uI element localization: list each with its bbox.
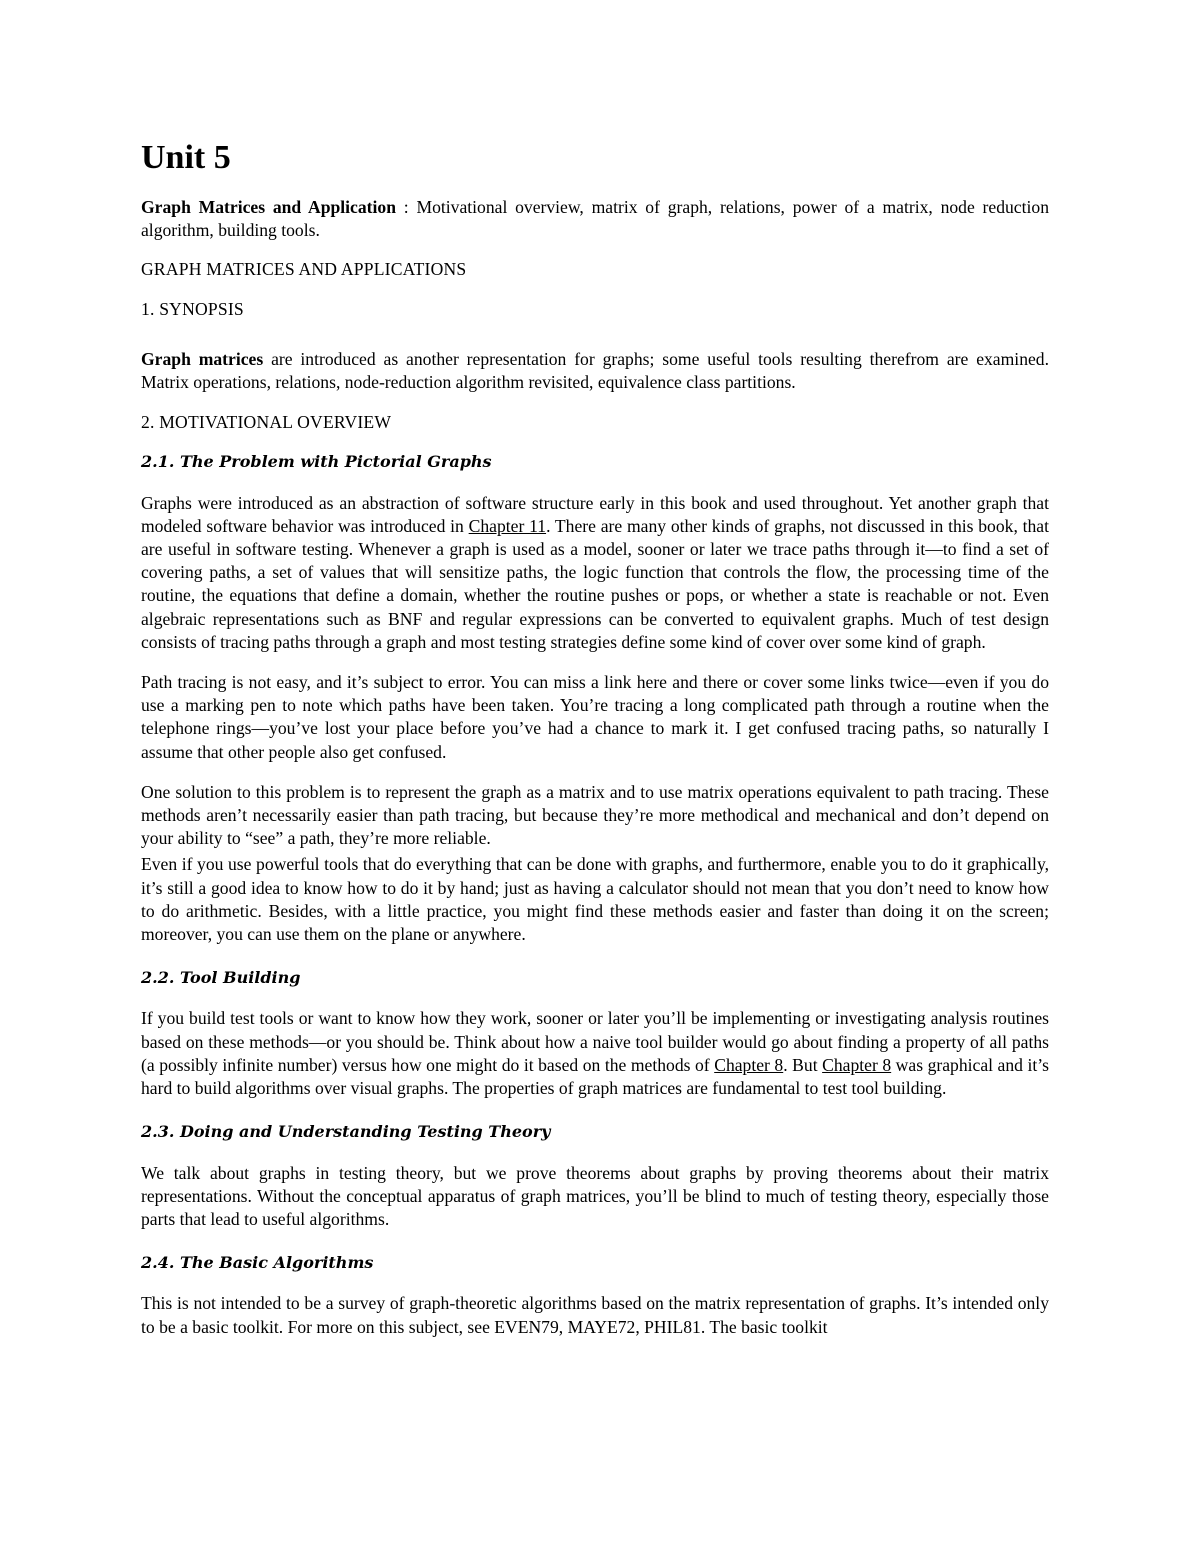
document-page xyxy=(141,138,1049,1356)
heading-graph-matrices: GRAPH MATRICES AND APPLICATIONS xyxy=(141,259,467,280)
intro-text: : Motivational overview, matrix of graph, relations, power of a matrix, node reduction algorithm, building tools. xyxy=(141,197,1049,241)
heading-2-4: 2.4. The Basic Algorithms xyxy=(141,1253,374,1273)
paragraph-2-3: We talk about graphs in testing theory, but we prove theorems about graphs by proving theorems about their matrix representations. Without the conceptual apparatus of graph matrices, you’ll be blind to much of testing theory, especially those parts that lead to useful algorithms. xyxy=(141,1162,1049,1229)
heading-synopsis: 1. SYNOPSIS xyxy=(141,298,244,319)
paragraph-2-4: This is not intended to be a survey of graph-theoretic algorithms based on the matrix representation of graphs. It’s intended only to be a basic toolkit. For more on this subject, see EVEN79, MAYE72, PHIL81. The basic toolkit xyxy=(141,1293,1049,1337)
synopsis-bold: Graph matrices xyxy=(141,348,264,369)
paragraph-2-2 xyxy=(141,1007,1049,1100)
text-2-1-a-start: Graphs were introduced as an abstraction of software structure early in this book and used throughout. Yet another graph that modeled software behavior was introduced in xyxy=(141,492,1049,536)
unit-intro xyxy=(141,196,1049,242)
chapter-8-link-2[interactable]: Chapter 8 xyxy=(822,1054,892,1075)
intro-bold-label: Graph Matrices and Application xyxy=(141,197,396,217)
text-2-1-a-end: . There are many other kinds of graphs, not discussed in this book, that are useful in software testing. Whenever a graph is used as a model, sooner or later we trace paths through it—to find a set of covering paths, a set of values that will sensitize paths, the logic function that controls the flow, the processing time of the routine, the equations that define a domain, whether the routine pushes or pops, or whether a state is reachable or not. Even algebraic representations such as BNF and regular expressions can be converted to equivalent graphs. Much of test design consists of tracing paths through a graph and most testing strategies define some kind of cover over some kind of graph. xyxy=(141,515,1049,652)
synopsis-paragraph xyxy=(141,348,1049,394)
chapter-11-link[interactable]: Chapter 11 xyxy=(468,515,547,536)
paragraph-2-1-c: One solution to this problem is to represent the graph as a matrix and to use matrix operations equivalent to path tracing. These methods aren’t necessarily easier than path tracing, but because they’re more methodical and mechanical and don’t depend on your ability to “see” a path, they’re more reliable. xyxy=(141,781,1049,849)
heading-2-2: 2.2. Tool Building xyxy=(141,968,301,988)
text-2-2-mid: . But xyxy=(783,1054,823,1075)
paragraph-2-1-d: Even if you use powerful tools that do everything that can be done with graphs, and furthermore, enable you to do it graphically, it’s still a good idea to know how to do it by hand; just as having a calculator should not mean that you don’t need to know how to do arithmetic. Besides, with a little practice, you might find these methods easier and faster than doing it on the screen; moreover, you can use them on the plane or anywhere. xyxy=(141,854,1049,945)
heading-2-1: 2.1. The Problem with Pictorial Graphs xyxy=(141,452,492,472)
paragraph-2-1-a xyxy=(141,492,1049,654)
paragraph-2-1-b: Path tracing is not easy, and it’s subject to error. You can miss a link here and there or cover some links twice—even if you do use a marking pen to note which paths have been taken. You’re tracing a long complicated path through a routine when the telephone rings—you’ve lost your place before you’ve had a chance to mark it. I get confused tracing paths, so naturally I assume that other people also get confused. xyxy=(141,672,1049,762)
text-2-2-start: If you build test tools or want to know how they work, sooner or later you’ll be implementing or investigating analysis routines based on these methods—or you should be. Think about how a naive tool builder would go about finding a property of all paths (a possibly infinite number) versus how one might do it based on the methods of xyxy=(141,1008,1049,1075)
text-2-2-end: was graphical and it’s hard to build algorithms over visual graphs. The properties of graph matrices are fundamental to test tool building. xyxy=(141,1054,1050,1099)
page-title: Unit 5 xyxy=(141,139,231,176)
heading-motivational-overview: 2. MOTIVATIONAL OVERVIEW xyxy=(141,412,392,433)
synopsis-text: are introduced as another representation for graphs; some useful tools resulting therefrom are examined. Matrix operations, relations, node-reduction algorithm revisited, equivalence class partitions. xyxy=(141,348,1049,393)
chapter-8-link-1[interactable]: Chapter 8 xyxy=(714,1054,784,1075)
heading-2-3: 2.3. Doing and Understanding Testing Theory xyxy=(141,1122,551,1142)
